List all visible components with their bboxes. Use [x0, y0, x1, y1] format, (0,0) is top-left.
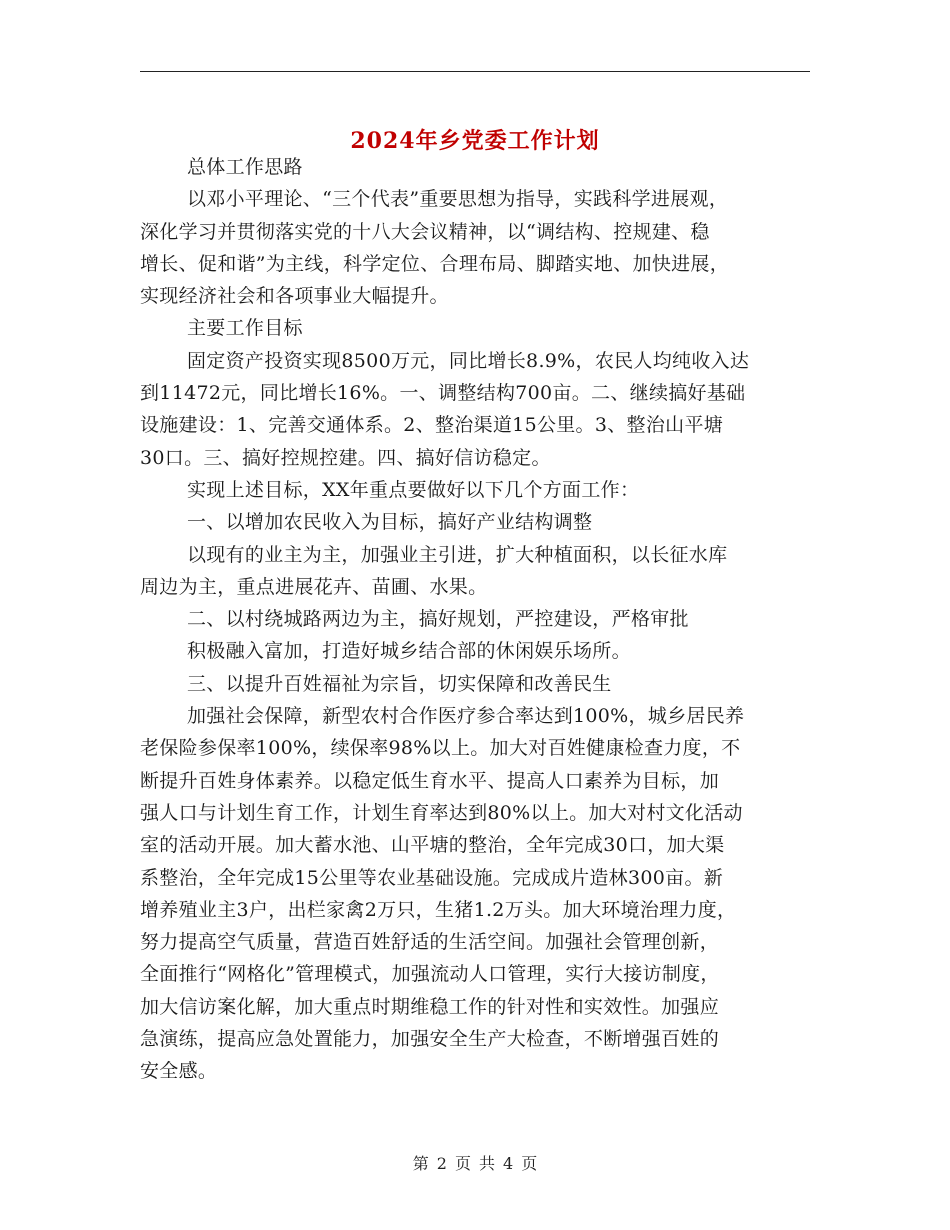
text-line: 急演练，提高应急处置能力，加强安全生产大检查，不断增强百姓的	[140, 1028, 720, 1051]
text-line: 总体工作思路	[187, 156, 303, 178]
text-line: 积极融入富加，打造好城乡结合部的休闲娱乐场所。	[187, 640, 631, 663]
text-line: 三、以提升百姓福祉为宗旨，切实保障和改善民生	[187, 672, 612, 695]
text-line: 增长、促和谐”为主线，科学定位、合理布局、脚踏实地、加快进展，	[140, 252, 730, 275]
footer-total-pages: 4	[503, 1154, 514, 1173]
text-line: 深化学习并贯彻落实党的十八大会议精神，以“调结构、控规建、稳	[140, 220, 710, 243]
text-line: 二、以村绕城路两边为主，搞好规划，严控建设，严格审批	[187, 608, 689, 631]
text-line: 以现有的业主为主，加强业主引进，扩大种植面积，以长征水库	[187, 543, 728, 566]
header-rule	[140, 71, 810, 72]
text-line: 以邓小平理论、“三个代表”重要思想为指导，实践科学进展观，	[187, 188, 729, 211]
text-line: 30口。三、搞好控规控建。四、搞好信访稳定。	[140, 446, 551, 469]
text-line: 周边为主，重点进展花卉、苗圃、水果。	[140, 575, 488, 598]
text-line: 固定资产投资实现8500万元，同比增长8.9%，农民人均纯收入达	[187, 349, 750, 372]
document-body	[140, 151, 810, 1088]
text-line: 努力提高空气质量，营造百姓舒适的生活空间。加强社会管理创新，	[140, 931, 720, 954]
footer-suffix: 页	[521, 1154, 538, 1173]
text-line: 老保险参保率100%，续保率98%以上。加大对百姓健康检查力度，不	[140, 737, 741, 760]
text-line: 主要工作目标	[187, 317, 303, 340]
text-line: 安全感。	[140, 1060, 218, 1083]
text-line: 加强社会保障，新型农村合作医疗参合率达到100%，城乡居民养	[187, 705, 745, 728]
text-line: 加大信访案化解，加大重点时期维稳工作的针对性和实效性。加强应	[140, 995, 720, 1018]
text-line: 一、以增加农民收入为目标，搞好产业结构调整	[187, 511, 593, 534]
page-footer	[0, 1152, 950, 1176]
footer-total-label: 共	[479, 1154, 496, 1173]
text-line: 实现经济社会和各项事业大幅提升。	[140, 285, 449, 308]
text-line: 到11472元，同比增长16%。一、调整结构700亩。二、继续搞好基础	[140, 382, 746, 405]
text-line: 设施建设：1、完善交通体系。2、整治渠道15公里。3、整治山平塘	[140, 414, 724, 437]
text-line: 强人口与计划生育工作，计划生育率达到80%以上。加大对村文化活动	[140, 801, 743, 824]
text-line: 断提升百姓身体素养。以稳定低生育水平、提高人口素养为目标，加	[140, 769, 720, 792]
footer-current-page: 2	[436, 1154, 447, 1173]
document-title: 2024年乡党委工作计划	[350, 127, 600, 154]
text-line: 全面推行“网格化”管理模式，加强流动人口管理，实行大接访制度，	[140, 963, 720, 986]
footer-mid: 页	[454, 1154, 471, 1173]
text-line: 实现上述目标，XX年重点要做好以下几个方面工作：	[187, 478, 640, 501]
text-line: 系整治，全年完成15公里等农业基础设施。完成成片造林300亩。新	[140, 866, 724, 889]
footer-prefix: 第	[412, 1154, 429, 1173]
text-line: 增养殖业主3户，出栏家禽2万只，生猪1.2万头。加大环境治理力度，	[140, 898, 737, 921]
text-line: 室的活动开展。加大蓄水池、山平塘的整治，全年完成30口，加大渠	[140, 834, 725, 857]
